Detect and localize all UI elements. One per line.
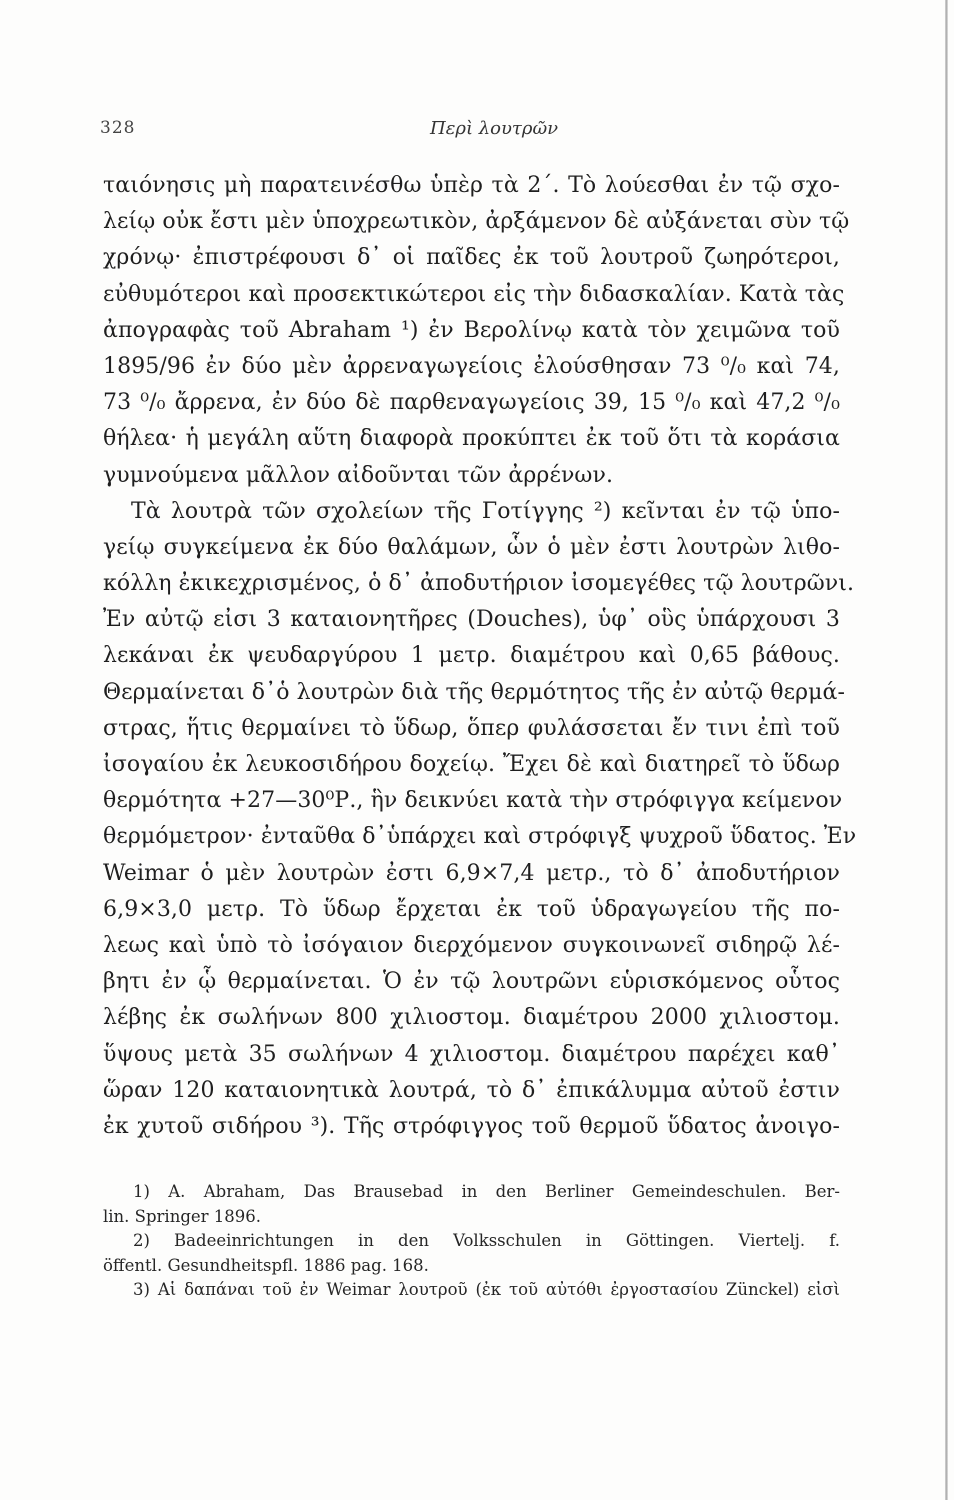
- text-line: κόλλη ἐκικεχρισμένος, ὁ δ᾽ ἀποδυτήριον ἰσομεγέθες τῷ λουτρῶνι.: [103, 571, 855, 597]
- text-line: ὕψους μετὰ 35 σωλήνων 4 χιλιοστομ. διαμέτρου παρέχει καθ᾽: [103, 1041, 840, 1067]
- text-line: λείῳ οὐκ ἔστι μὲν ὑποχρεωτικὸν, ἀρξάμενον δὲ αὐξάνεται σὺν τῷ: [103, 209, 850, 235]
- text-line: στρας, ἥτις θερμαίνει τὸ ὕδωρ, ὅπερ φυλάσσεται ἔν τινι ἐπὶ τοῦ: [103, 715, 840, 741]
- text-line: Τὰ λουτρὰ τῶν σχολείων τῆς Γοτίγγης ²) κεῖνται ἐν τῷ ὑπο-: [131, 498, 840, 524]
- main-text: [103, 168, 857, 1145]
- text-line: γυμνούμενα μᾶλλον αἰδοῦνται τῶν ἀρρένων.: [103, 462, 614, 488]
- text-line: χρόνῳ· ἐπιστρέφουσι δ᾽ οἱ παῖδες ἐκ τοῦ λουτροῦ ζωηρότεροι,: [103, 245, 840, 271]
- footnote-2: 2) Badeeinrichtungen in den Volksschulen in Göttingen. Viertelj. f.: [133, 1231, 840, 1251]
- text-line: θερμότητα +27—30⁰Ρ., ἣν δεικνύει κατὰ τὴν στρόφιγγα κείμενον: [103, 788, 843, 814]
- text-line: βητι ἐν ᾧ θερμαίνεται. Ὁ ἐν τῷ λουτρῶνι εὑρισκόμενος οὗτος: [103, 969, 840, 995]
- text-line: ταιόνησις μὴ παρατεινέσθω ὑπὲρ τὰ 2΄. Τὸ λούεσθαι ἐν τῷ σχο-: [103, 173, 840, 198]
- text-line: Weimar ὁ μὲν λουτρὼν ἐστι 6,9×7,4 μετρ., τὸ δ᾽ ἀποδυτήριον: [103, 860, 840, 886]
- running-title: Περὶ λουτρῶν: [430, 118, 559, 139]
- text-line: 73 ⁰/₀ ἄρρενα, ἐν δύο δὲ παρθεναγωγείοις 39, 15 ⁰/₀ καὶ 47,2 ⁰/₀: [103, 390, 840, 416]
- text-line: θερμόμετρον· ἐνταῦθα δ᾽ὑπάρχει καὶ στρόφιγξ ψυχροῦ ὕδατος. Ἐν: [103, 824, 857, 850]
- footnote-2-cont: öffentl. Gesundheitspfl. 1886 pag. 168.: [103, 1255, 429, 1275]
- text-line: γείῳ συγκείμενα ἐκ δύο θαλάμων, ὧν ὁ μὲν ἐστι λουτρὼν λιθο-: [103, 534, 840, 560]
- text-line: Θερμαίνεται δ᾽ὁ λουτρὼν διὰ τῆς θερμότητος τῆς ἐν αὐτῷ θερμά-: [103, 679, 846, 705]
- page-header: [100, 118, 840, 148]
- text-line: λεκάναι ἐκ ψευδαργύρου 1 μετρ. διαμέτρου καὶ 0,65 βάθους.: [103, 643, 840, 669]
- text-line: λεως καὶ ὑπὸ τὸ ἰσόγαιον διερχόμενον συγκοινωνεῖ σιδηρῷ λέ-: [103, 932, 840, 958]
- text-line: λέβης ἐκ σωλήνων 800 χιλιοστομ. διαμέτρου 2000 χιλιοστομ.: [103, 1005, 840, 1031]
- text-line: ἰσογαίου ἐκ λευκοσιδήρου δοχείῳ. Ἔχει δὲ καὶ διατηρεῖ τὸ ὕδωρ: [103, 752, 840, 777]
- text-line: ἀπογραφὰς τοῦ Abraham ¹) ἐν Βερολίνῳ κατὰ τὸν χειμῶνα τοῦ: [103, 317, 840, 343]
- page-number: 328: [100, 118, 136, 138]
- footnote-1: 1) A. Abraham, Das Brausebad in den Berliner Gemeindeschulen. Ber-: [133, 1182, 840, 1201]
- text-line: 1895/96 ἐν δύο μὲν ἀρρεναγωγείοις ἐλούσθησαν 73 ⁰/₀ καὶ 74,: [103, 353, 840, 379]
- text-line: θήλεα· ἡ μεγάλη αὕτη διαφορὰ προκύπτει ἐκ τοῦ ὅτι τὰ κοράσια: [103, 426, 840, 452]
- text-line: Ἐν αὐτῷ εἰσι 3 καταιονητῆρες (Douches), ὑφ᾽ οὓς ὑπάρχουσι 3: [103, 607, 840, 633]
- footnote-1-cont: lin. Springer 1896.: [103, 1206, 262, 1226]
- text-line: 6,9×3,0 μετρ. Τὸ ὕδωρ ἔρχεται ἐκ τοῦ ὑδραγωγείου τῆς πο-: [103, 896, 840, 922]
- text-line: ὥραν 120 καταιονητικὰ λουτρά, τὸ δ᾽ ἐπικάλυμμα αὐτοῦ ἐστιν: [103, 1077, 840, 1103]
- footnotes: [103, 1180, 840, 1303]
- text-line: ἐκ χυτοῦ σιδήρου ³). Τῆς στρόφιγγος τοῦ θερμοῦ ὕδατος ἀνοιγο-: [103, 1113, 840, 1139]
- page-binding-edge: [945, 0, 948, 1500]
- footnote-3: 3) Αἱ δαπάναι τοῦ ἐν Weimar λουτροῦ (ἐκ τοῦ αὐτόθι ἐργοστασίου Zünckel) εἰσὶ: [133, 1280, 840, 1300]
- text-line: εὐθυμότεροι καὶ προσεκτικώτεροι εἰς τὴν διδασκαλίαν. Κατὰ τὰς: [103, 281, 845, 307]
